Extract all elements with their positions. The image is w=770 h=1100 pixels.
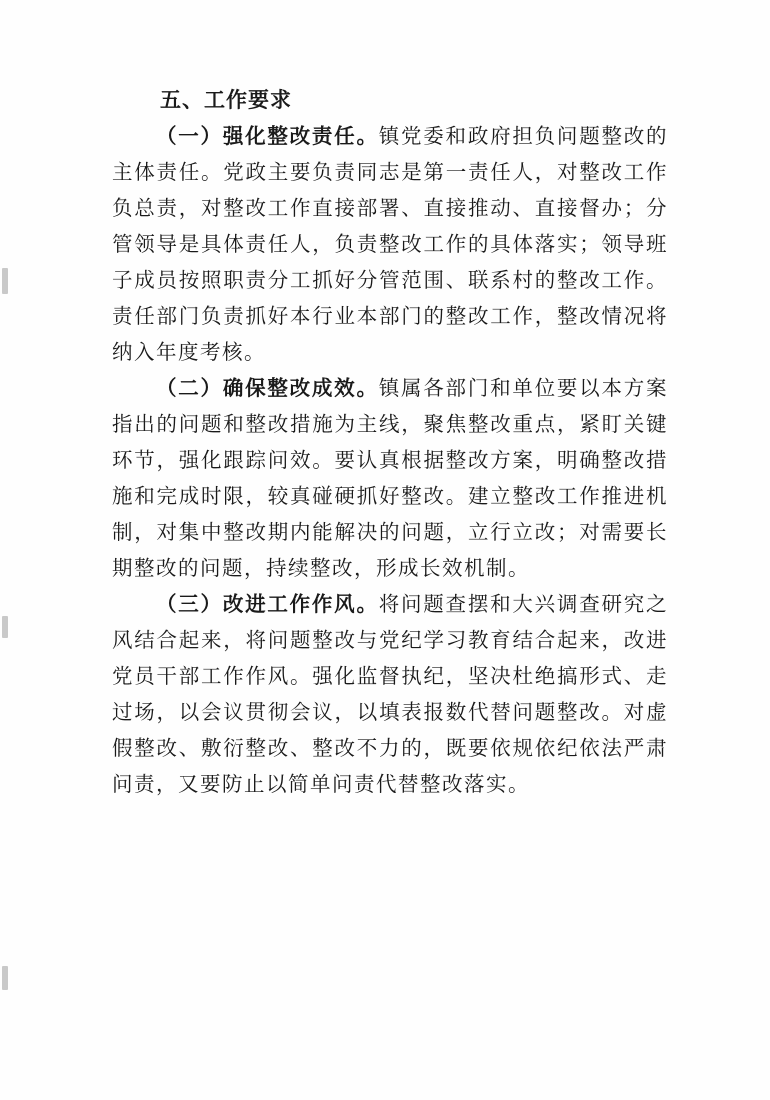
paragraph-effectiveness [112,370,668,586]
paragraph-responsibility [112,118,668,370]
paragraph-lead: （三）改进工作作风。 [156,592,379,616]
scan-edge-mark [2,966,8,990]
paragraph-lead: （二）确保整改成效。 [156,376,379,400]
scan-edge-mark [2,616,8,638]
paragraph-text: 将问题查摆和大兴调查研究之风结合起来，将问题整改与党纪学习教育结合起来，改进党员干部工作作风。强化监督执纪，坚决杜绝搞形式、走过场，以会议贯彻会议，以填表报数代替问题整改。对虚假整改、敷衍整改、整改不力的，既要依规依纪依法严肃问责，又要防止以简单问责代替整改落实。 [112,592,669,796]
scan-edge-mark [2,268,8,294]
paragraph-lead: （一）强化整改责任。 [156,124,379,148]
section-heading: 五、工作要求 [160,88,292,112]
document-body [112,82,668,802]
paragraph-text: 镇党委和政府担负问题整改的主体责任。党政主要负责同志是第一责任人，对整改工作负总责，对整改工作直接部署、直接推动、直接督办；分管领导是具体责任人，负责整改工作的具体落实；领导班子成员按照职责分工抓好分管范围、联系村的整改工作。责任部门负责抓好本行业本部门的整改工作，整改情况将纳入年度考核。 [112,124,669,364]
paragraph-work-style [112,586,668,802]
paragraph-text: 镇属各部门和单位要以本方案指出的问题和整改措施为主线，聚焦整改重点，紧盯关键环节，强化跟踪问效。要认真根据整改方案，明确整改措施和完成时限，较真碰硬抓好整改。建立整改工作推进机制，对集中整改期内能解决的问题，立行立改；对需要长期整改的问题，持续整改，形成长效机制。 [112,376,669,580]
